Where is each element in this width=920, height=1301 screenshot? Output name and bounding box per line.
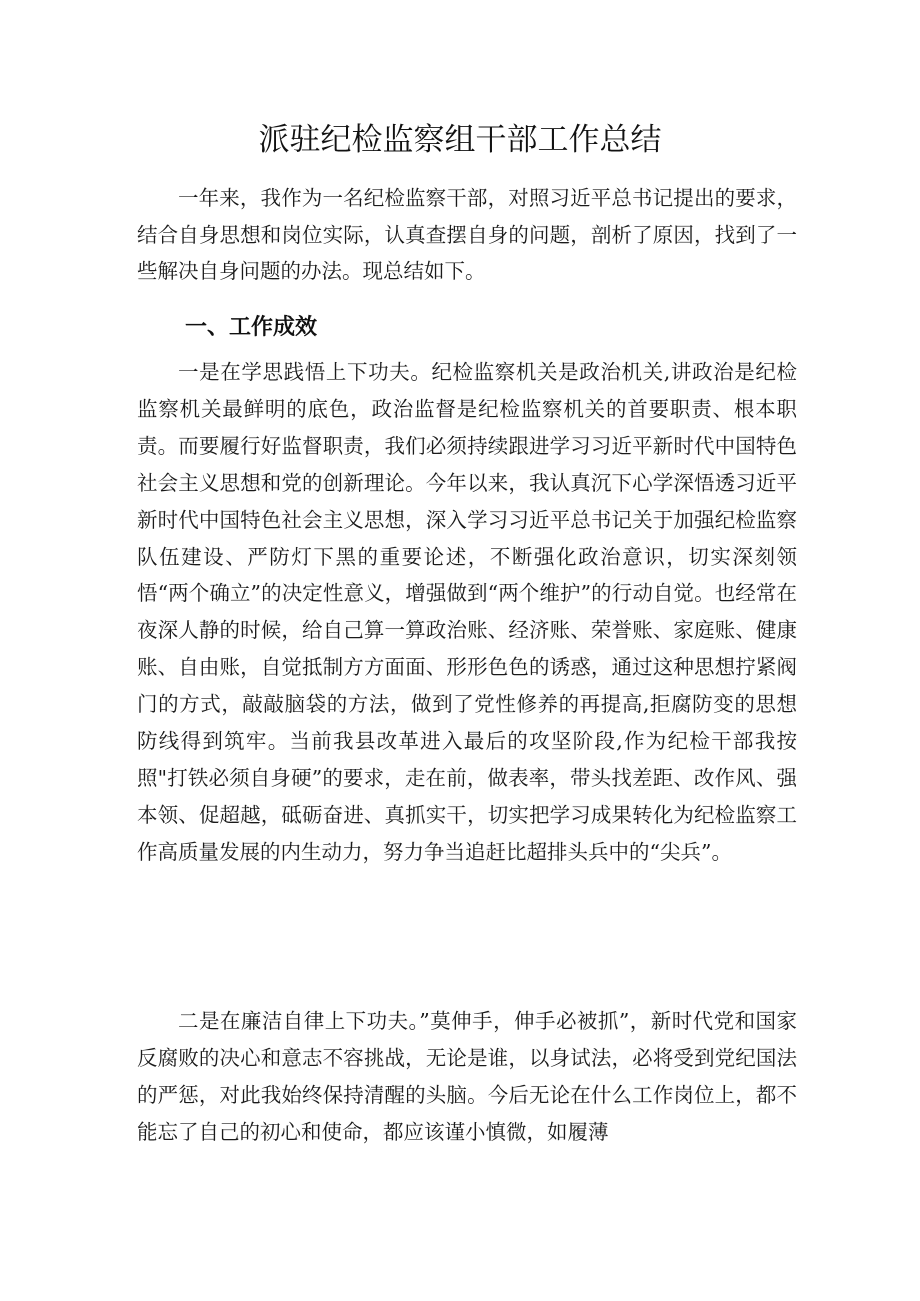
section-heading: 一、工作成效 — [185, 315, 318, 340]
section-body-continued — [137, 1003, 797, 1151]
intro-section — [137, 180, 797, 290]
paragraph-study: 一是在学思践悟上下功夫。纪检监察机关是政治机关,讲政治是纪检监察机关最鲜明的底色，政治监督是纪检监察机关的首要职责、根本职责。而要履行好监督职责，我们必须持续跟进学习习近平新时代中国特色社会主义思想和党的创新理论。今年以来，我认真沉下心学深悟透习近平新时代中国特色社会主义思想，深入学习习近平总书记关于加强纪检监察队伍建设、严防灯下黑的重要论述，不断强化政治意识，切实深刻领悟“两个确立”的决定性意义，增强做到“两个维护”的行动自觉。也经常在夜深人静的时候，给自己算一算政治账、经济账、荣誉账、家庭账、健康账、自由账，自觉抵制方方面面、形形色色的诱惑，通过这种思想拧紧阀门的方式，敲敲脑袋的方法，做到了党性修养的再提高,拒腐防变的思想防线得到筑牢。当前我县改革进入最后的攻坚阶段,作为纪检干部我按照"打铁必须自身硬”的要求，走在前，做表率，带头找差距、改作风、强本领、促超越，砥砺奋进、真抓实干，切实把学习成果转化为纪检监察工作高质量发展的内生动力，努力争当追赶比超排头兵中的“尖兵”。 — [137, 360, 797, 864]
paragraph-integrity: 二是在廉洁自律上下功夫。”莫伸手，伸手必被抓”，新时代党和国家反腐败的决心和意志不容挑战，无论是谁，以身试法，必将受到党纪国法的严惩，对此我始终保持清醒的头脑。今后无论在什么工作岗位上，都不能忘了自己的初心和使命，都应该谨小慎微，如履薄 — [137, 1009, 797, 1144]
section-body — [137, 354, 797, 871]
document-title: 派驻纪检监察组干部工作总结 — [258, 122, 662, 158]
intro-paragraph: 一年来，我作为一名纪检监察干部，对照习近平总书记提出的要求，结合自身思想和岗位实际，认真查摆自身的问题，剖析了原因，找到了一些解决自身问题的办法。现总结如下。 — [137, 186, 797, 284]
